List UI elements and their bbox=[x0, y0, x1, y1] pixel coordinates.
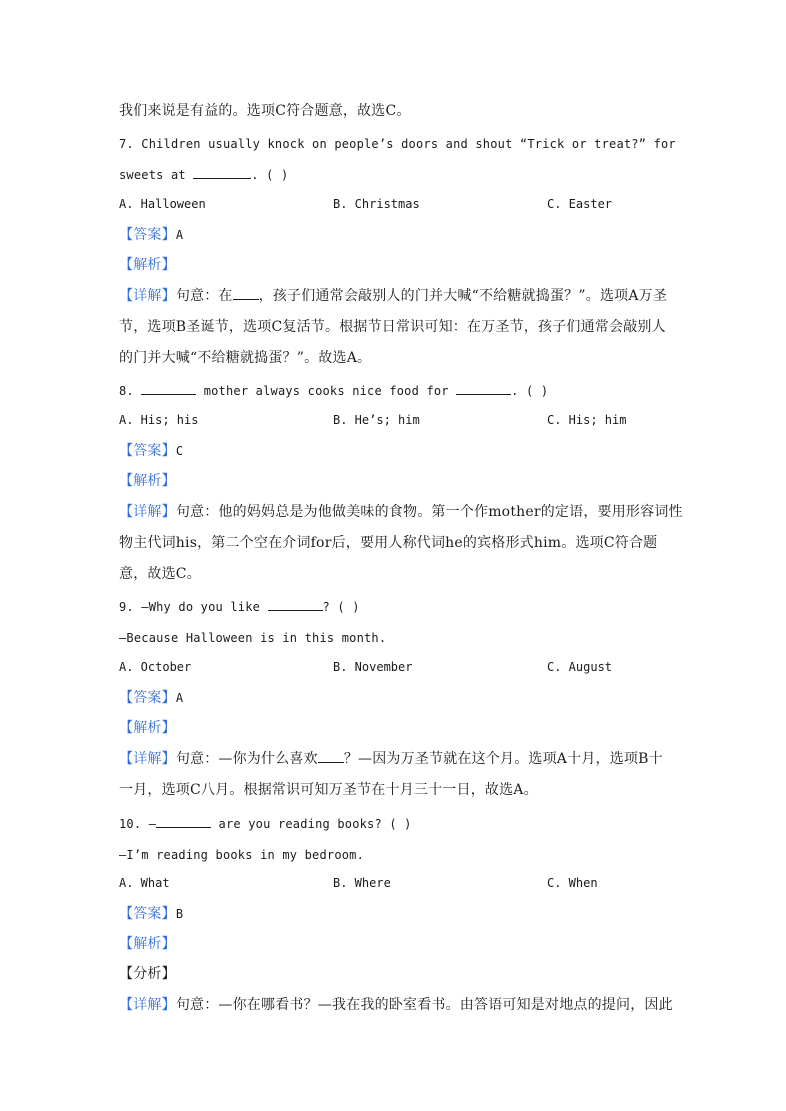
question-text: . ( ) bbox=[511, 384, 549, 398]
answer-tag: 【答案】 bbox=[119, 227, 176, 243]
option-a: A. Halloween bbox=[119, 197, 206, 211]
detail-line bbox=[119, 287, 667, 305]
detail-text: 句意：他的妈妈总是为他做美味的食物。第一个作mother的定语，要用形容词性 bbox=[175, 504, 683, 520]
detail-tag: 【详解】 bbox=[119, 504, 176, 520]
option-a: A. His; his bbox=[119, 413, 199, 427]
question-text: sweets at bbox=[119, 168, 194, 182]
question-7-stem-cont bbox=[119, 166, 288, 184]
answer-blank bbox=[456, 382, 511, 395]
question-text: are you reading books? ( ) bbox=[211, 817, 412, 831]
answer-blank bbox=[141, 382, 196, 395]
question-9-reply: —Because Halloween is in this month. bbox=[119, 631, 387, 645]
question-text: 8. bbox=[119, 384, 142, 398]
analysis-tag: 【解析】 bbox=[119, 720, 176, 736]
question-text: ? ( ) bbox=[322, 600, 360, 614]
answer-value: A bbox=[175, 691, 184, 705]
option-c: C. His; him bbox=[547, 413, 627, 427]
option-b: B. November bbox=[333, 660, 413, 674]
option-c: C. When bbox=[547, 876, 598, 890]
detail-line bbox=[119, 503, 683, 521]
answer-tag: 【答案】 bbox=[119, 906, 176, 922]
option-a: A. October bbox=[119, 660, 192, 674]
answer-value: B bbox=[175, 907, 184, 921]
option-b: B. He’s; him bbox=[333, 413, 420, 427]
detail-text: 句意：—你在哪看书？—我在我的卧室看书。由答语可知是对地点的提问，因此 bbox=[175, 997, 673, 1013]
question-text: 10. — bbox=[119, 817, 157, 831]
detail-tag: 【详解】 bbox=[119, 751, 176, 767]
answer-line bbox=[119, 905, 183, 923]
detail-line: 物主代词his，第二个空在介词for后，要用人称代词he的宾格形式him。选项C符合题 bbox=[119, 535, 658, 551]
answer-tag: 【答案】 bbox=[119, 690, 176, 706]
question-9-stem bbox=[119, 598, 360, 616]
detail-text: ，孩子们通常会敲别人的门并大喊“不给糖就捣蛋？”。选项A万圣 bbox=[258, 288, 668, 304]
question-text: . ( ) bbox=[251, 168, 289, 182]
question-text: 9. —Why do you like bbox=[119, 600, 268, 614]
answer-line bbox=[119, 226, 183, 244]
answer-value: A bbox=[175, 228, 184, 242]
detail-line: 的门并大喊“不给糖就捣蛋？”。故选A。 bbox=[119, 350, 372, 366]
detail-line: 一月，选项C八月。根据常识可知万圣节在十月三十一日，故选A。 bbox=[119, 782, 538, 798]
answer-tag: 【答案】 bbox=[119, 443, 176, 459]
answer-blank bbox=[318, 750, 344, 763]
detail-line bbox=[119, 750, 663, 768]
detail-tag: 【详解】 bbox=[119, 997, 176, 1013]
option-b: B. Christmas bbox=[333, 197, 420, 211]
question-10-stem bbox=[119, 815, 412, 833]
analysis-tag: 【解析】 bbox=[119, 473, 176, 489]
option-c: C. August bbox=[547, 660, 613, 674]
option-a: A. What bbox=[119, 876, 170, 890]
answer-blank bbox=[193, 166, 251, 179]
detail-line bbox=[119, 996, 673, 1014]
answer-blank bbox=[233, 287, 259, 300]
detail-text: ？—因为万圣节就在这个月。选项A十月，选项B十 bbox=[343, 751, 663, 767]
detail-line: 意，故选C。 bbox=[119, 566, 201, 582]
detail-tag: 【详解】 bbox=[119, 288, 176, 304]
option-b: B. Where bbox=[333, 876, 391, 890]
question-10-reply: —I’m reading books in my bedroom. bbox=[119, 848, 365, 862]
answer-line bbox=[119, 689, 183, 707]
analysis-tag: 【解析】 bbox=[119, 257, 176, 273]
detail-text: 句意：—你为什么喜欢 bbox=[175, 751, 318, 767]
detail-line: 节，选项B圣诞节，选项C复活节。根据节日常识可知：在万圣节，孩子们通常会敲别人 bbox=[119, 319, 666, 335]
question-8-stem bbox=[119, 382, 548, 400]
question-text: mother always cooks nice food for bbox=[196, 384, 457, 398]
answer-blank bbox=[156, 815, 211, 828]
answer-value: C bbox=[175, 444, 184, 458]
fenxi-tag: 【分析】 bbox=[119, 966, 176, 982]
question-7-stem: 7. Children usually knock on people’s doors and shout “Trick or treat?” for bbox=[119, 137, 676, 151]
answer-blank bbox=[268, 598, 323, 611]
text-line: 我们来说是有益的。选项C符合题意，故选C。 bbox=[119, 103, 411, 119]
analysis-tag: 【解析】 bbox=[119, 936, 176, 952]
detail-text: 句意：在 bbox=[175, 288, 233, 304]
option-c: C. Easter bbox=[547, 197, 613, 211]
answer-line bbox=[119, 442, 183, 460]
